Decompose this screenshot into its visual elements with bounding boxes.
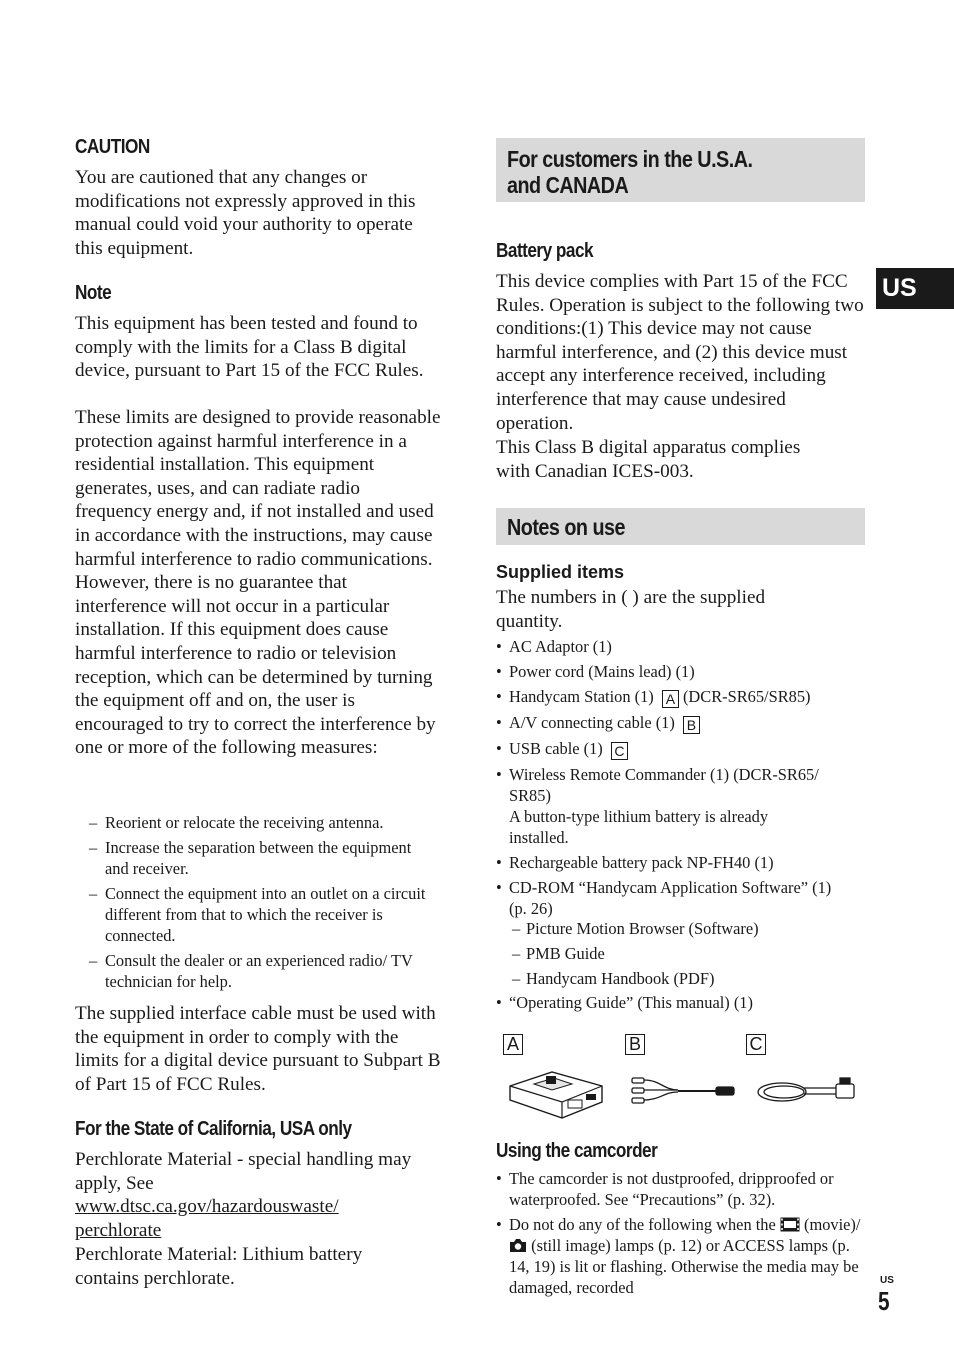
notes-heading: Notes on use [507,514,626,540]
note-paragraph-1: This equipment has been tested and found to comply with the limits for a Class B digital device, pursuant to Part 15 of the FCC Rules. [75,313,424,382]
supplied-list-end [496,992,865,1017]
using-heading: Using the camcorder [496,1140,658,1162]
figure-label-a: A [503,1034,523,1055]
movie-lamp-icon [780,1216,800,1231]
supplied-list [496,636,865,923]
battery-paragraph-1: This device complies with Part 15 of the FCC Rules. Operation is subject to the following two conditions:(1) This device may not cause harmful interference, and (2) this device must accept any interference received, including interference that may cause undesired operation. [496,271,864,434]
item-cdrom: • CD-ROM “Handycam Application Software” (1) (p. 26) [496,877,865,919]
perchlorate-text-1: Perchlorate Material - special handling may apply, See [75,1149,412,1194]
supplied-heading: Supplied items [496,562,625,582]
figure-label-b: B [625,1034,645,1055]
item-remote: • Wireless Remote Commander (1) (DCR-SR65/ SR85) A button-type lithium battery is already installed. [496,764,865,848]
page-number: 5 [878,1286,890,1316]
using-item-2: • Do not do any of the following when the (movie)/ (still image) lamps (p. 12) or ACCESS lamps (p. 14, 19) is lit or flashing. Otherwise the media may be damaged, recorded [496,1214,865,1298]
customers-heading: For customers in the U.S.A. and CANADA [507,146,753,198]
measure-item: – Consult the dealer or an experienced radio/ TV technician for help. [75,950,435,992]
item-battery-pack: • Rechargeable battery pack NP-FH40 (1) [496,852,865,873]
still-image-lamp-icon [509,1237,527,1252]
california-heading: For the State of California, USA only [75,1118,352,1140]
usb-cable-illustration [754,1072,862,1112]
perchlorate-text-2: Perchlorate Material: Lithium battery contains perchlorate. [75,1244,363,1289]
caution-heading: CAUTION [75,136,150,158]
item-ac-adaptor: • AC Adaptor (1) [496,636,865,657]
remote-note: A button-type lithium battery is already installed. [509,807,769,847]
measure-item: – Reorient or relocate the receiving antenna. [75,812,435,833]
caution-text: You are cautioned that any changes or modifications not expressly approved in this manual could void your authority to operate this equipment. [75,167,416,259]
cable-paragraph: The supplied interface cable must be used with the equipment in order to comply with the limits for a digital device pursuant to Subpart B of Part 15 of FCC Rules. [75,1003,441,1095]
label-a-box: A [662,690,679,708]
cdrom-sublist [496,918,865,993]
label-b-box: B [683,716,700,734]
figure-label-c: C [746,1034,766,1055]
supplied-intro: The numbers in ( ) are the supplied quantity. [496,587,766,632]
item-power-cord: • Power cord (Mains lead) (1) [496,661,865,682]
cdrom-sub-item: – Picture Motion Browser (Software) [496,918,865,939]
measures-list [75,812,435,996]
cdrom-sub-item: – Handycam Handbook (PDF) [496,968,865,989]
av-cable-illustration [630,1072,740,1112]
customers-heading-bar [496,138,865,202]
cdrom-sub-item: – PMB Guide [496,943,865,964]
battery-paragraph-2: This Class B digital apparatus complies with Canadian ICES-003. [496,437,801,482]
item-usb-cable: • USB cable (1) C [496,738,865,760]
perchlorate-link[interactable]: www.dtsc.ca.gov/hazardouswaste/ perchlorate [75,1196,339,1241]
using-list [496,1168,865,1302]
note-heading: Note [75,282,112,304]
page-number-prefix: US [880,1275,894,1286]
language-tab: US [876,268,954,309]
battery-heading: Battery pack [496,240,594,262]
using-item-1: • The camcorder is not dustproofed, dripproofed or waterproofed. See “Precautions” (p. 32). [496,1168,865,1210]
note-paragraph-2: These limits are designed to provide reasonable protection against harmful interference in a residential installation. This equipment generates, uses, and can radiate radio frequency energy and, if not installed and used in accordance with the instructions, may cause harmful interference to radio communications. However, there is no guarantee that interference will not occur in a particular installation. If this equipment does cause harmful interference to radio or television reception, which can be determined by turning the equipment off and on, the user is encouraged to try to correct the interference by one or more of the following measures: [75,407,441,759]
notes-heading-bar [496,508,865,545]
label-c-box: C [611,742,628,760]
handycam-station-illustration [506,1066,606,1122]
item-av-cable: • A/V connecting cable (1) B [496,712,865,734]
measure-item: – Connect the equipment into an outlet on a circuit different from that to which the receiver is connected. [75,883,435,946]
item-handycam-station: • Handycam Station (1) A (DCR-SR65/SR85) [496,686,865,708]
item-operating-guide: • “Operating Guide” (This manual) (1) [496,992,865,1013]
measure-item: – Increase the separation between the equipment and receiver. [75,837,435,879]
